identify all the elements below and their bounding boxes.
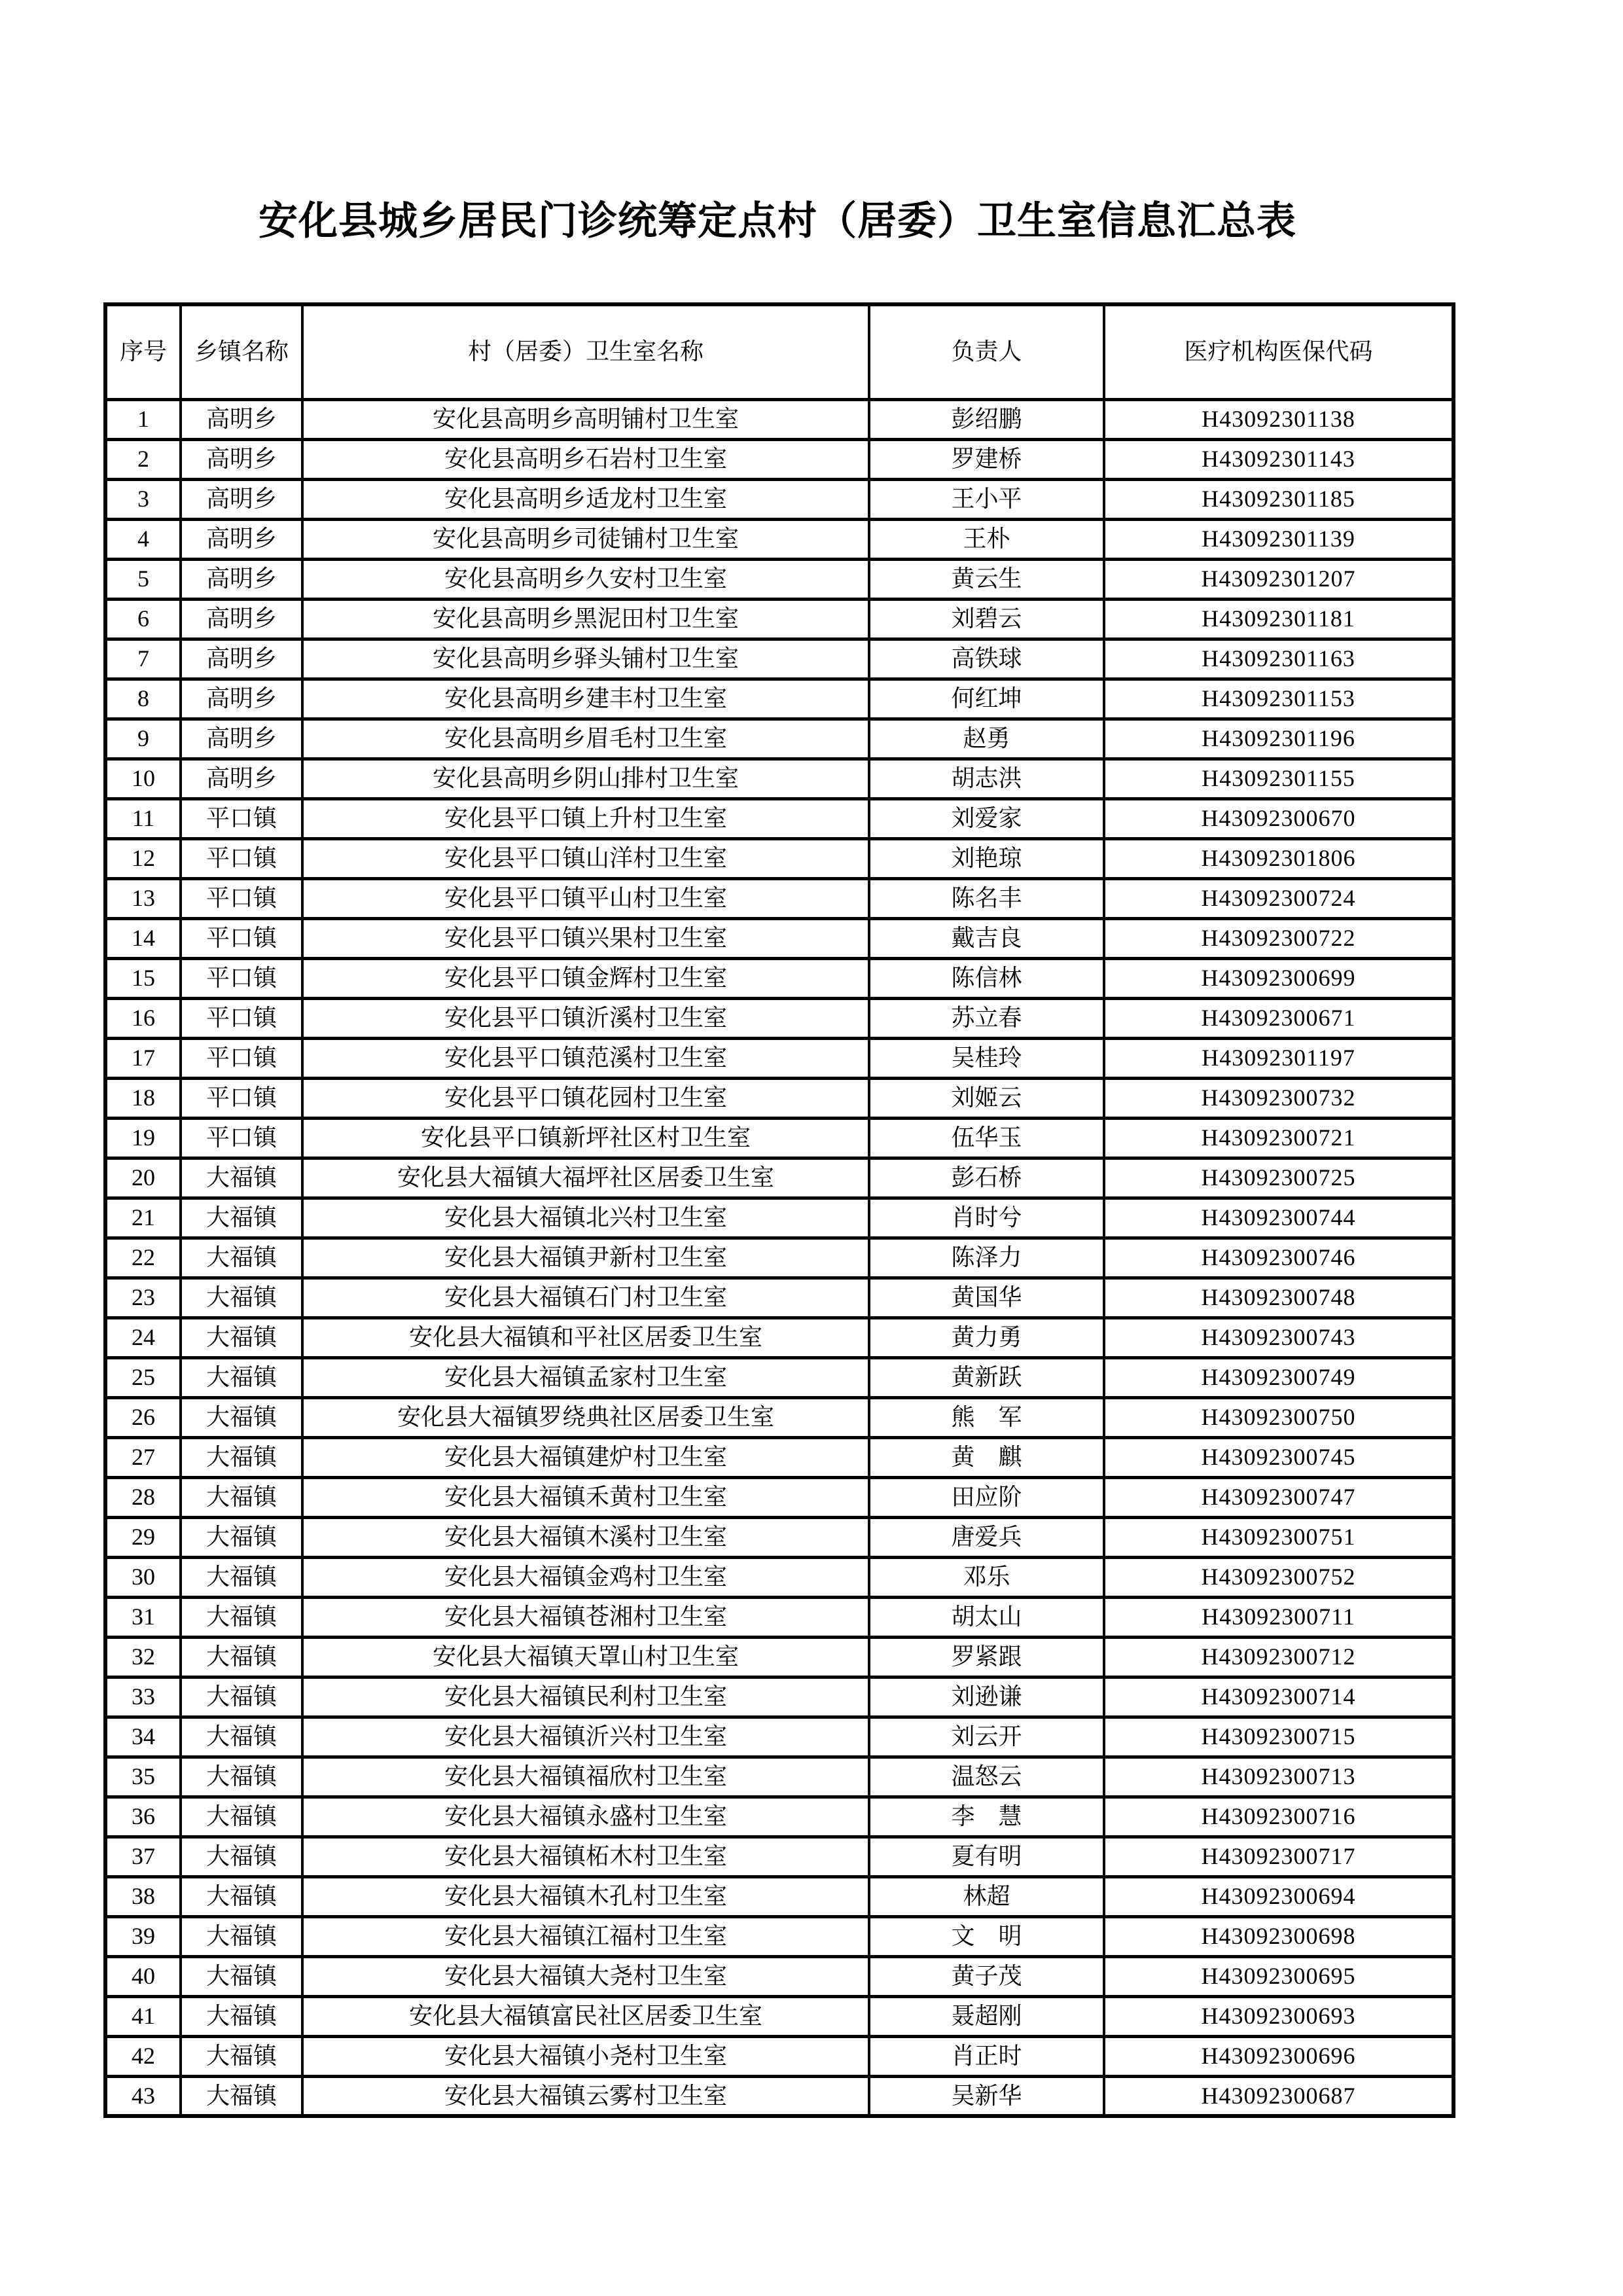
table-row <box>105 559 1454 599</box>
cell-person: 何红坤 <box>869 679 1104 719</box>
cell-township: 大福镇 <box>181 1956 302 1996</box>
cell-code: H43092300717 <box>1104 1837 1454 1876</box>
table-row <box>105 1118 1454 1158</box>
table-row <box>105 479 1454 519</box>
cell-person: 刘云开 <box>869 1717 1104 1757</box>
cell-person: 刘爱家 <box>869 798 1104 838</box>
table-row <box>105 958 1454 998</box>
table-row <box>105 1677 1454 1717</box>
cell-clinic-name: 安化县大福镇民利村卫生室 <box>302 1677 869 1717</box>
cell-code: H43092301153 <box>1104 679 1454 719</box>
cell-clinic-name: 安化县平口镇范溪村卫生室 <box>302 1038 869 1078</box>
cell-code: H43092301163 <box>1104 639 1454 679</box>
cell-clinic-name: 安化县大福镇北兴村卫生室 <box>302 1198 869 1238</box>
cell-township: 高明乡 <box>181 639 302 679</box>
column-header-person: 负责人 <box>869 304 1104 399</box>
cell-seq: 9 <box>105 719 181 759</box>
cell-code: H43092300747 <box>1104 1477 1454 1517</box>
table-row <box>105 399 1454 439</box>
cell-township: 平口镇 <box>181 878 302 918</box>
cell-township: 高明乡 <box>181 559 302 599</box>
cell-seq: 11 <box>105 798 181 838</box>
cell-person: 戴吉良 <box>869 918 1104 958</box>
cell-township: 高明乡 <box>181 679 302 719</box>
column-header-seq: 序号 <box>105 304 181 399</box>
cell-township: 高明乡 <box>181 439 302 479</box>
table-row <box>105 599 1454 639</box>
cell-clinic-name: 安化县高明乡高明铺村卫生室 <box>302 399 869 439</box>
cell-person: 林超 <box>869 1876 1104 1916</box>
cell-clinic-name: 安化县高明乡久安村卫生室 <box>302 559 869 599</box>
cell-clinic-name: 安化县大福镇富民社区居委卫生室 <box>302 1996 869 2036</box>
cell-code: H43092300749 <box>1104 1357 1454 1397</box>
table-row <box>105 1397 1454 1437</box>
cell-code: H43092300724 <box>1104 878 1454 918</box>
cell-seq: 3 <box>105 479 181 519</box>
table-row <box>105 798 1454 838</box>
cell-person: 肖正时 <box>869 2036 1104 2076</box>
cell-township: 大福镇 <box>181 1996 302 2036</box>
cell-code: H43092300721 <box>1104 1118 1454 1158</box>
cell-code: H43092300752 <box>1104 1557 1454 1597</box>
cell-clinic-name: 安化县大福镇石门村卫生室 <box>302 1278 869 1318</box>
cell-code: H43092300715 <box>1104 1717 1454 1757</box>
clinic-summary-table <box>103 302 1455 2118</box>
cell-person: 陈名丰 <box>869 878 1104 918</box>
cell-township: 平口镇 <box>181 838 302 878</box>
cell-code: H43092300750 <box>1104 1397 1454 1437</box>
table-row <box>105 1956 1454 1996</box>
cell-clinic-name: 安化县大福镇和平社区居委卫生室 <box>302 1318 869 1357</box>
cell-person: 聂超刚 <box>869 1996 1104 2036</box>
cell-seq: 22 <box>105 1238 181 1278</box>
cell-township: 高明乡 <box>181 479 302 519</box>
cell-seq: 13 <box>105 878 181 918</box>
cell-seq: 40 <box>105 1956 181 1996</box>
cell-code: H43092300745 <box>1104 1437 1454 1477</box>
table-row <box>105 1038 1454 1078</box>
cell-person: 黄云生 <box>869 559 1104 599</box>
cell-seq: 15 <box>105 958 181 998</box>
cell-clinic-name: 安化县高明乡建丰村卫生室 <box>302 679 869 719</box>
cell-clinic-name: 安化县大福镇大福坪社区居委卫生室 <box>302 1158 869 1198</box>
cell-seq: 38 <box>105 1876 181 1916</box>
cell-township: 大福镇 <box>181 1198 302 1238</box>
cell-seq: 41 <box>105 1996 181 2036</box>
cell-code: H43092300722 <box>1104 918 1454 958</box>
cell-person: 罗紧跟 <box>869 1637 1104 1677</box>
cell-seq: 32 <box>105 1637 181 1677</box>
cell-clinic-name: 安化县平口镇平山村卫生室 <box>302 878 869 918</box>
cell-person: 黄 麒 <box>869 1437 1104 1477</box>
cell-township: 高明乡 <box>181 719 302 759</box>
cell-code: H43092300687 <box>1104 2076 1454 2116</box>
table-row <box>105 519 1454 559</box>
cell-person: 黄力勇 <box>869 1318 1104 1357</box>
cell-person: 温怒云 <box>869 1757 1104 1797</box>
cell-code: H43092300748 <box>1104 1278 1454 1318</box>
cell-person: 苏立春 <box>869 998 1104 1038</box>
cell-clinic-name: 安化县高明乡阴山排村卫生室 <box>302 759 869 798</box>
column-header-code: 医疗机构医保代码 <box>1104 304 1454 399</box>
cell-clinic-name: 安化县大福镇永盛村卫生室 <box>302 1797 869 1837</box>
table-row <box>105 878 1454 918</box>
cell-code: H43092301196 <box>1104 719 1454 759</box>
cell-person: 文 明 <box>869 1916 1104 1956</box>
cell-township: 大福镇 <box>181 1477 302 1517</box>
cell-clinic-name: 安化县高明乡石岩村卫生室 <box>302 439 869 479</box>
table-row <box>105 918 1454 958</box>
cell-clinic-name: 安化县平口镇山洋村卫生室 <box>302 838 869 878</box>
cell-clinic-name: 安化县大福镇木溪村卫生室 <box>302 1517 869 1557</box>
cell-seq: 42 <box>105 2036 181 2076</box>
cell-clinic-name: 安化县大福镇云雾村卫生室 <box>302 2076 869 2116</box>
cell-code: H43092300751 <box>1104 1517 1454 1557</box>
cell-seq: 6 <box>105 599 181 639</box>
cell-township: 大福镇 <box>181 1637 302 1677</box>
cell-code: H43092300716 <box>1104 1797 1454 1837</box>
cell-person: 胡志洪 <box>869 759 1104 798</box>
cell-code: H43092301139 <box>1104 519 1454 559</box>
cell-seq: 39 <box>105 1916 181 1956</box>
cell-township: 高明乡 <box>181 519 302 559</box>
cell-clinic-name: 安化县高明乡黑泥田村卫生室 <box>302 599 869 639</box>
cell-person: 黄新跃 <box>869 1357 1104 1397</box>
cell-code: H43092301138 <box>1104 399 1454 439</box>
table-row <box>105 759 1454 798</box>
cell-clinic-name: 安化县大福镇沂兴村卫生室 <box>302 1717 869 1757</box>
cell-seq: 43 <box>105 2076 181 2116</box>
cell-clinic-name: 安化县平口镇沂溪村卫生室 <box>302 998 869 1038</box>
table-row <box>105 1637 1454 1677</box>
table-row <box>105 1517 1454 1557</box>
table-row <box>105 1757 1454 1797</box>
cell-person: 刘姬云 <box>869 1078 1104 1118</box>
cell-seq: 19 <box>105 1118 181 1158</box>
cell-person: 黄国华 <box>869 1278 1104 1318</box>
cell-code: H43092300693 <box>1104 1996 1454 2036</box>
cell-seq: 27 <box>105 1437 181 1477</box>
cell-seq: 33 <box>105 1677 181 1717</box>
cell-clinic-name: 安化县大福镇大尧村卫生室 <box>302 1956 869 1996</box>
cell-code: H43092300699 <box>1104 958 1454 998</box>
cell-township: 高明乡 <box>181 599 302 639</box>
cell-code: H43092300746 <box>1104 1238 1454 1278</box>
cell-code: H43092300698 <box>1104 1916 1454 1956</box>
cell-seq: 25 <box>105 1357 181 1397</box>
cell-seq: 14 <box>105 918 181 958</box>
cell-seq: 26 <box>105 1397 181 1437</box>
cell-township: 大福镇 <box>181 1437 302 1477</box>
cell-seq: 30 <box>105 1557 181 1597</box>
table-row <box>105 1837 1454 1876</box>
cell-seq: 35 <box>105 1757 181 1797</box>
cell-seq: 23 <box>105 1278 181 1318</box>
cell-person: 王小平 <box>869 479 1104 519</box>
table-row <box>105 1597 1454 1637</box>
cell-code: H43092300711 <box>1104 1597 1454 1637</box>
cell-code: H43092301806 <box>1104 838 1454 878</box>
cell-code: H43092300744 <box>1104 1198 1454 1238</box>
cell-person: 罗建桥 <box>869 439 1104 479</box>
cell-person: 夏有明 <box>869 1837 1104 1876</box>
cell-code: H43092300671 <box>1104 998 1454 1038</box>
cell-person: 邓乐 <box>869 1557 1104 1597</box>
table-row <box>105 1238 1454 1278</box>
column-header-clinic-name: 村（居委）卫生室名称 <box>302 304 869 399</box>
cell-clinic-name: 安化县平口镇兴果村卫生室 <box>302 918 869 958</box>
cell-person: 彭绍鹏 <box>869 399 1104 439</box>
cell-code: H43092301207 <box>1104 559 1454 599</box>
cell-township: 高明乡 <box>181 759 302 798</box>
cell-seq: 36 <box>105 1797 181 1837</box>
cell-person: 刘逊谦 <box>869 1677 1104 1717</box>
cell-township: 大福镇 <box>181 1797 302 1837</box>
cell-person: 彭石桥 <box>869 1158 1104 1198</box>
cell-township: 大福镇 <box>181 1517 302 1557</box>
cell-seq: 20 <box>105 1158 181 1198</box>
table-row <box>105 1996 1454 2036</box>
cell-township: 大福镇 <box>181 1916 302 1956</box>
table-row <box>105 439 1454 479</box>
cell-township: 平口镇 <box>181 798 302 838</box>
cell-code: H43092301197 <box>1104 1038 1454 1078</box>
table-row <box>105 1078 1454 1118</box>
cell-township: 大福镇 <box>181 1357 302 1397</box>
cell-township: 大福镇 <box>181 1158 302 1198</box>
cell-person: 陈泽力 <box>869 1238 1104 1278</box>
cell-code: H43092301155 <box>1104 759 1454 798</box>
cell-person: 李 慧 <box>869 1797 1104 1837</box>
cell-seq: 28 <box>105 1477 181 1517</box>
cell-code: H43092301143 <box>1104 439 1454 479</box>
table-row <box>105 679 1454 719</box>
cell-seq: 21 <box>105 1198 181 1238</box>
cell-code: H43092300743 <box>1104 1318 1454 1357</box>
cell-clinic-name: 安化县大福镇孟家村卫生室 <box>302 1357 869 1397</box>
cell-seq: 29 <box>105 1517 181 1557</box>
cell-township: 大福镇 <box>181 1238 302 1278</box>
page-title: 安化县城乡居民门诊统筹定点村（居委）卫生室信息汇总表 <box>259 200 1296 243</box>
cell-clinic-name: 安化县平口镇花园村卫生室 <box>302 1078 869 1118</box>
table-row <box>105 1876 1454 1916</box>
cell-clinic-name: 安化县大福镇金鸡村卫生室 <box>302 1557 869 1597</box>
table-row <box>105 2076 1454 2116</box>
cell-person: 黄子茂 <box>869 1956 1104 1996</box>
cell-clinic-name: 安化县平口镇新坪社区村卫生室 <box>302 1118 869 1158</box>
table-row <box>105 2036 1454 2076</box>
cell-clinic-name: 安化县高明乡适龙村卫生室 <box>302 479 869 519</box>
cell-person: 赵勇 <box>869 719 1104 759</box>
cell-person: 熊 军 <box>869 1397 1104 1437</box>
table-row <box>105 1357 1454 1397</box>
cell-clinic-name: 安化县大福镇小尧村卫生室 <box>302 2036 869 2076</box>
cell-clinic-name: 安化县大福镇江福村卫生室 <box>302 1916 869 1956</box>
cell-person: 陈信林 <box>869 958 1104 998</box>
cell-seq: 10 <box>105 759 181 798</box>
cell-code: H43092300696 <box>1104 2036 1454 2076</box>
cell-township: 大福镇 <box>181 1278 302 1318</box>
table-row <box>105 1916 1454 1956</box>
table-row <box>105 1198 1454 1238</box>
table-row <box>105 639 1454 679</box>
cell-township: 平口镇 <box>181 1078 302 1118</box>
table-body <box>105 399 1454 2116</box>
cell-code: H43092301181 <box>1104 599 1454 639</box>
cell-clinic-name: 安化县平口镇金辉村卫生室 <box>302 958 869 998</box>
cell-clinic-name: 安化县大福镇罗绕典社区居委卫生室 <box>302 1397 869 1437</box>
cell-township: 平口镇 <box>181 1118 302 1158</box>
cell-code: H43092301185 <box>1104 479 1454 519</box>
cell-seq: 16 <box>105 998 181 1038</box>
cell-clinic-name: 安化县大福镇天罩山村卫生室 <box>302 1637 869 1677</box>
cell-code: H43092300695 <box>1104 1956 1454 1996</box>
cell-township: 平口镇 <box>181 918 302 958</box>
table-row <box>105 1318 1454 1357</box>
cell-township: 大福镇 <box>181 1677 302 1717</box>
cell-clinic-name: 安化县大福镇柘木村卫生室 <box>302 1837 869 1876</box>
cell-person: 吴桂玲 <box>869 1038 1104 1078</box>
cell-township: 大福镇 <box>181 2036 302 2076</box>
cell-seq: 17 <box>105 1038 181 1078</box>
cell-code: H43092300712 <box>1104 1637 1454 1677</box>
cell-person: 伍华玉 <box>869 1118 1104 1158</box>
table-row <box>105 1477 1454 1517</box>
cell-seq: 37 <box>105 1837 181 1876</box>
table-row <box>105 1717 1454 1757</box>
cell-seq: 31 <box>105 1597 181 1637</box>
cell-person: 高铁球 <box>869 639 1104 679</box>
cell-person: 刘艳琼 <box>869 838 1104 878</box>
cell-clinic-name: 安化县大福镇木孔村卫生室 <box>302 1876 869 1916</box>
column-header-township: 乡镇名称 <box>181 304 302 399</box>
cell-person: 胡太山 <box>869 1597 1104 1637</box>
table-row <box>105 1437 1454 1477</box>
cell-code: H43092300725 <box>1104 1158 1454 1198</box>
cell-seq: 7 <box>105 639 181 679</box>
cell-clinic-name: 安化县高明乡驿头铺村卫生室 <box>302 639 869 679</box>
cell-person: 刘碧云 <box>869 599 1104 639</box>
cell-clinic-name: 安化县大福镇福欣村卫生室 <box>302 1757 869 1797</box>
cell-code: H43092300713 <box>1104 1757 1454 1797</box>
cell-seq: 24 <box>105 1318 181 1357</box>
cell-township: 大福镇 <box>181 1557 302 1597</box>
header-row <box>105 304 1454 399</box>
cell-person: 肖时兮 <box>869 1198 1104 1238</box>
cell-seq: 2 <box>105 439 181 479</box>
cell-person: 吴新华 <box>869 2076 1104 2116</box>
cell-clinic-name: 安化县高明乡司徒铺村卫生室 <box>302 519 869 559</box>
cell-seq: 34 <box>105 1717 181 1757</box>
table-row <box>105 838 1454 878</box>
cell-clinic-name: 安化县高明乡眉毛村卫生室 <box>302 719 869 759</box>
cell-seq: 5 <box>105 559 181 599</box>
cell-person: 唐爱兵 <box>869 1517 1104 1557</box>
cell-township: 大福镇 <box>181 1876 302 1916</box>
cell-code: H43092300694 <box>1104 1876 1454 1916</box>
cell-clinic-name: 安化县大福镇建炉村卫生室 <box>302 1437 869 1477</box>
table-row <box>105 1557 1454 1597</box>
cell-clinic-name: 安化县大福镇尹新村卫生室 <box>302 1238 869 1278</box>
cell-township: 大福镇 <box>181 1397 302 1437</box>
cell-code: H43092300714 <box>1104 1677 1454 1717</box>
cell-code: H43092300670 <box>1104 798 1454 838</box>
cell-township: 平口镇 <box>181 958 302 998</box>
table-row <box>105 1797 1454 1837</box>
cell-clinic-name: 安化县大福镇苍湘村卫生室 <box>302 1597 869 1637</box>
cell-township: 大福镇 <box>181 1757 302 1797</box>
table-row <box>105 1158 1454 1198</box>
cell-township: 平口镇 <box>181 1038 302 1078</box>
cell-township: 平口镇 <box>181 998 302 1038</box>
cell-township: 大福镇 <box>181 1837 302 1876</box>
cell-township: 大福镇 <box>181 1597 302 1637</box>
table-row <box>105 1278 1454 1318</box>
cell-person: 田应阶 <box>869 1477 1104 1517</box>
cell-seq: 8 <box>105 679 181 719</box>
cell-clinic-name: 安化县大福镇禾黄村卫生室 <box>302 1477 869 1517</box>
table-row <box>105 998 1454 1038</box>
cell-seq: 12 <box>105 838 181 878</box>
cell-seq: 4 <box>105 519 181 559</box>
cell-township: 大福镇 <box>181 2076 302 2116</box>
cell-seq: 1 <box>105 399 181 439</box>
cell-person: 王朴 <box>869 519 1104 559</box>
cell-seq: 18 <box>105 1078 181 1118</box>
cell-township: 高明乡 <box>181 399 302 439</box>
cell-township: 大福镇 <box>181 1318 302 1357</box>
cell-code: H43092300732 <box>1104 1078 1454 1118</box>
cell-township: 大福镇 <box>181 1717 302 1757</box>
table-row <box>105 719 1454 759</box>
cell-clinic-name: 安化县平口镇上升村卫生室 <box>302 798 869 838</box>
